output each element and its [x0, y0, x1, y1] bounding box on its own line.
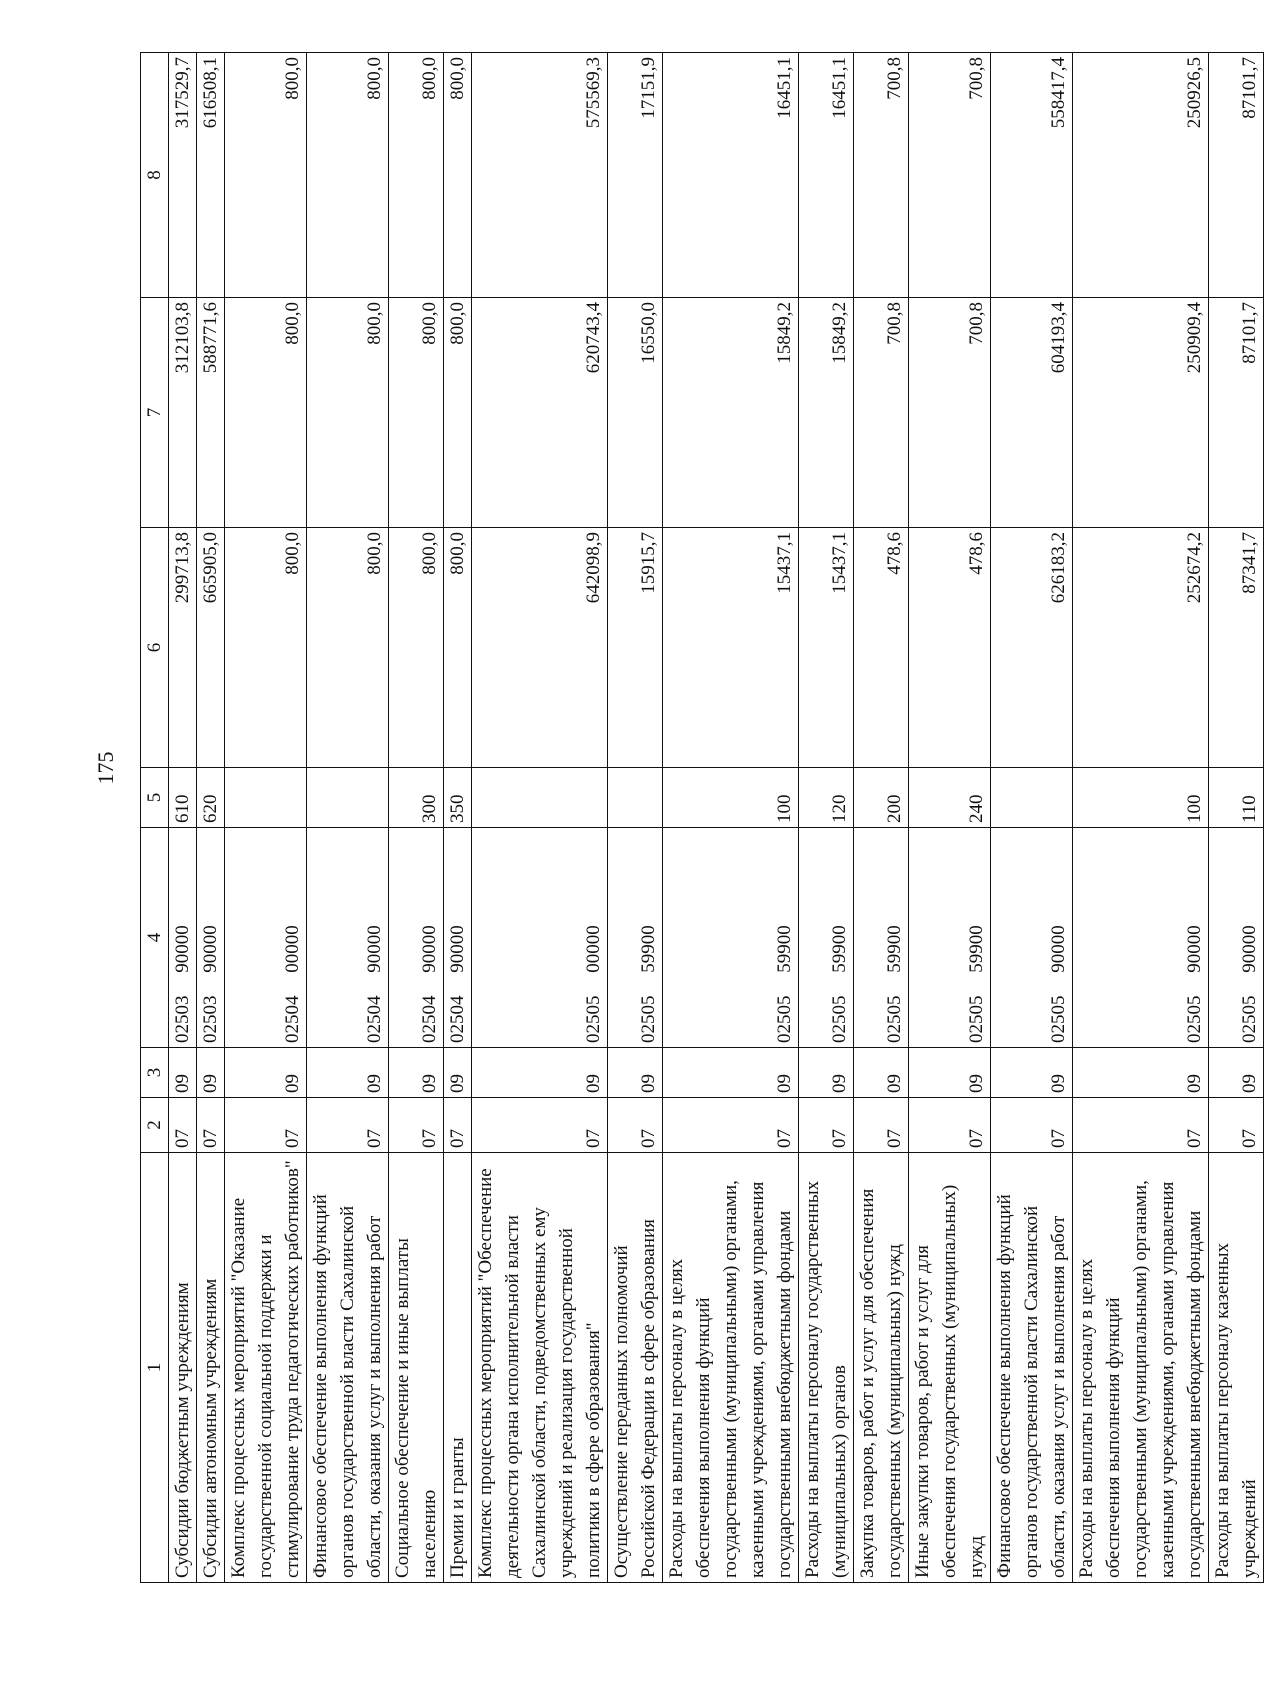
table-row [389, 53, 444, 1583]
expense-type-code: 240 [909, 768, 991, 828]
column-header: 6 [141, 528, 169, 768]
section-code: 07 [444, 1098, 472, 1153]
target-article-code: 02505 59900 [909, 828, 991, 1048]
subsection-code: 09 [225, 1048, 307, 1098]
row-name: Расходы на выплаты персоналу в целях обеспечения выполнения функций государственными (муниципальными) органами, казенными учреждениями, органами управления государственными внебюджетными фондами [1073, 1153, 1209, 1583]
amount-col-7: 87101,7 [1209, 298, 1264, 528]
amount-col-8: 700,8 [909, 53, 991, 298]
table-row [854, 53, 909, 1583]
section-code: 07 [169, 1098, 197, 1153]
section-code: 07 [307, 1098, 389, 1153]
amount-col-8: 575569,3 [472, 53, 608, 298]
amount-col-6: 87341,7 [1209, 528, 1264, 768]
row-name: Иные закупки товаров, работ и услуг для обеспечения государственных (муниципальных) нужд [909, 1153, 991, 1583]
rotated-page-content [140, 53, 1260, 1583]
target-article-code: 02505 59900 [663, 828, 799, 1048]
amount-col-8: 17151,9 [608, 53, 663, 298]
section-code: 07 [389, 1098, 444, 1153]
budget-table [140, 52, 1264, 1583]
subsection-code: 09 [1073, 1048, 1209, 1098]
amount-col-6: 800,0 [225, 528, 307, 768]
amount-col-7: 588771,6 [197, 298, 225, 528]
target-article-code: 02504 00000 [225, 828, 307, 1048]
amount-col-6: 15437,1 [799, 528, 854, 768]
amount-col-7: 700,8 [854, 298, 909, 528]
amount-col-6: 252674,2 [1073, 528, 1209, 768]
table-row [472, 53, 608, 1583]
target-article-code: 02504 90000 [307, 828, 389, 1048]
target-article-code: 02505 00000 [472, 828, 608, 1048]
subsection-code: 09 [854, 1048, 909, 1098]
amount-col-7: 800,0 [389, 298, 444, 528]
target-article-code: 02504 90000 [444, 828, 472, 1048]
column-header: 1 [141, 1153, 169, 1583]
subsection-code: 09 [197, 1048, 225, 1098]
amount-col-8: 800,0 [389, 53, 444, 298]
expense-type-code [225, 768, 307, 828]
column-header: 8 [141, 53, 169, 298]
header-row [141, 53, 169, 1583]
amount-col-6: 665905,0 [197, 528, 225, 768]
expense-type-code: 200 [854, 768, 909, 828]
amount-col-6: 15437,1 [663, 528, 799, 768]
expense-type-code: 110 [1209, 768, 1264, 828]
row-name: Субсидии бюджетным учреждениям [169, 1153, 197, 1583]
column-header: 7 [141, 298, 169, 528]
row-name: Социальное обеспечение и иные выплаты населению [389, 1153, 444, 1583]
expense-type-code [991, 768, 1073, 828]
table-row [608, 53, 663, 1583]
expense-type-code: 350 [444, 768, 472, 828]
target-article-code: 02505 90000 [991, 828, 1073, 1048]
expense-type-code: 100 [663, 768, 799, 828]
amount-col-7: 800,0 [444, 298, 472, 528]
row-name: Премии и гранты [444, 1153, 472, 1583]
amount-col-7: 250909,4 [1073, 298, 1209, 528]
column-header: 4 [141, 828, 169, 1048]
amount-col-8: 250926,5 [1073, 53, 1209, 298]
expense-type-code: 120 [799, 768, 854, 828]
table-row [1209, 53, 1264, 1583]
row-name: Финансовое обеспечение выполнения функций органов государственной власти Сахалинской области, оказания услуг и выполнения работ [991, 1153, 1073, 1583]
subsection-code: 09 [1209, 1048, 1264, 1098]
target-article-code: 02503 90000 [169, 828, 197, 1048]
table-row [307, 53, 389, 1583]
target-article-code: 02504 90000 [389, 828, 444, 1048]
expense-type-code: 620 [197, 768, 225, 828]
amount-col-7: 800,0 [225, 298, 307, 528]
amount-col-6: 478,6 [909, 528, 991, 768]
section-code: 07 [472, 1098, 608, 1153]
target-article-code: 02505 90000 [1209, 828, 1264, 1048]
amount-col-6: 626183,2 [991, 528, 1073, 768]
row-name: Комплекс процессных мероприятий "Оказание государственной социальной поддержки и стимулирование труда педагогических работников" [225, 1153, 307, 1583]
amount-col-7: 800,0 [307, 298, 389, 528]
expense-type-code: 610 [169, 768, 197, 828]
amount-col-6: 15915,7 [608, 528, 663, 768]
column-header: 3 [141, 1048, 169, 1098]
subsection-code: 09 [608, 1048, 663, 1098]
row-name: Закупка товаров, работ и услуг для обеспечения государственных (муниципальных) нужд [854, 1153, 909, 1583]
amount-col-7: 16550,0 [608, 298, 663, 528]
section-code: 07 [663, 1098, 799, 1153]
subsection-code: 09 [991, 1048, 1073, 1098]
amount-col-8: 16451,1 [663, 53, 799, 298]
expense-type-code [307, 768, 389, 828]
section-code: 07 [1073, 1098, 1209, 1153]
section-code: 07 [909, 1098, 991, 1153]
amount-col-7: 312103,8 [169, 298, 197, 528]
amount-col-7: 700,8 [909, 298, 991, 528]
amount-col-6: 642098,9 [472, 528, 608, 768]
section-code: 07 [608, 1098, 663, 1153]
subsection-code: 09 [663, 1048, 799, 1098]
amount-col-6: 478,6 [854, 528, 909, 768]
column-header: 2 [141, 1098, 169, 1153]
subsection-code: 09 [169, 1048, 197, 1098]
amount-col-8: 317529,7 [169, 53, 197, 298]
amount-col-8: 616508,1 [197, 53, 225, 298]
amount-col-7: 15849,2 [663, 298, 799, 528]
amount-col-7: 604193,4 [991, 298, 1073, 528]
section-code: 07 [991, 1098, 1073, 1153]
table-row [909, 53, 991, 1583]
table-row [197, 53, 225, 1583]
subsection-code: 09 [444, 1048, 472, 1098]
amount-col-6: 299713,8 [169, 528, 197, 768]
page-number: 175 [93, 751, 118, 785]
row-name: Осуществление переданных полномочий Российской Федерации в сфере образования [608, 1153, 663, 1583]
table-row [991, 53, 1073, 1583]
amount-col-6: 800,0 [307, 528, 389, 768]
amount-col-8: 800,0 [444, 53, 472, 298]
subsection-code: 09 [799, 1048, 854, 1098]
subsection-code: 09 [389, 1048, 444, 1098]
amount-col-8: 800,0 [225, 53, 307, 298]
amount-col-7: 620743,4 [472, 298, 608, 528]
expense-type-code: 300 [389, 768, 444, 828]
row-name: Расходы на выплаты персоналу государственных (муниципальных) органов [799, 1153, 854, 1583]
table-body [169, 53, 1264, 1583]
table-row [663, 53, 799, 1583]
amount-col-7: 15849,2 [799, 298, 854, 528]
subsection-code: 09 [307, 1048, 389, 1098]
amount-col-6: 800,0 [389, 528, 444, 768]
amount-col-8: 87101,7 [1209, 53, 1264, 298]
row-name: Расходы на выплаты персоналу в целях обеспечения выполнения функций государственными (муниципальными) органами, казенными учреждениями, органами управления государственными внебюджетными фондами [663, 1153, 799, 1583]
section-code: 07 [197, 1098, 225, 1153]
subsection-code: 09 [909, 1048, 991, 1098]
expense-type-code: 100 [1073, 768, 1209, 828]
target-article-code: 02505 90000 [1073, 828, 1209, 1048]
section-code: 07 [854, 1098, 909, 1153]
row-name: Субсидии автономным учреждениям [197, 1153, 225, 1583]
column-header: 5 [141, 768, 169, 828]
target-article-code: 02505 59900 [854, 828, 909, 1048]
target-article-code: 02505 59900 [608, 828, 663, 1048]
subsection-code: 09 [472, 1048, 608, 1098]
target-article-code: 02505 59900 [799, 828, 854, 1048]
row-name: Расходы на выплаты персоналу казенных учреждений [1209, 1153, 1264, 1583]
amount-col-8: 800,0 [307, 53, 389, 298]
amount-col-6: 800,0 [444, 528, 472, 768]
amount-col-8: 16451,1 [799, 53, 854, 298]
expense-type-code [472, 768, 608, 828]
amount-col-8: 558417,4 [991, 53, 1073, 298]
target-article-code: 02503 90000 [197, 828, 225, 1048]
table-row [799, 53, 854, 1583]
section-code: 07 [225, 1098, 307, 1153]
expense-type-code [608, 768, 663, 828]
table-row [169, 53, 197, 1583]
row-name: Комплекс процессных мероприятий "Обеспечение деятельности органа исполнительной власти Сахалинской области, подведомственных ему учреждений и реализация государственной политики в сфере образования" [472, 1153, 608, 1583]
section-code: 07 [799, 1098, 854, 1153]
table-row [444, 53, 472, 1583]
table-row [1073, 53, 1209, 1583]
amount-col-8: 700,8 [854, 53, 909, 298]
row-name: Финансовое обеспечение выполнения функций органов государственной власти Сахалинской области, оказания услуг и выполнения работ [307, 1153, 389, 1583]
table-row [225, 53, 307, 1583]
section-code: 07 [1209, 1098, 1264, 1153]
